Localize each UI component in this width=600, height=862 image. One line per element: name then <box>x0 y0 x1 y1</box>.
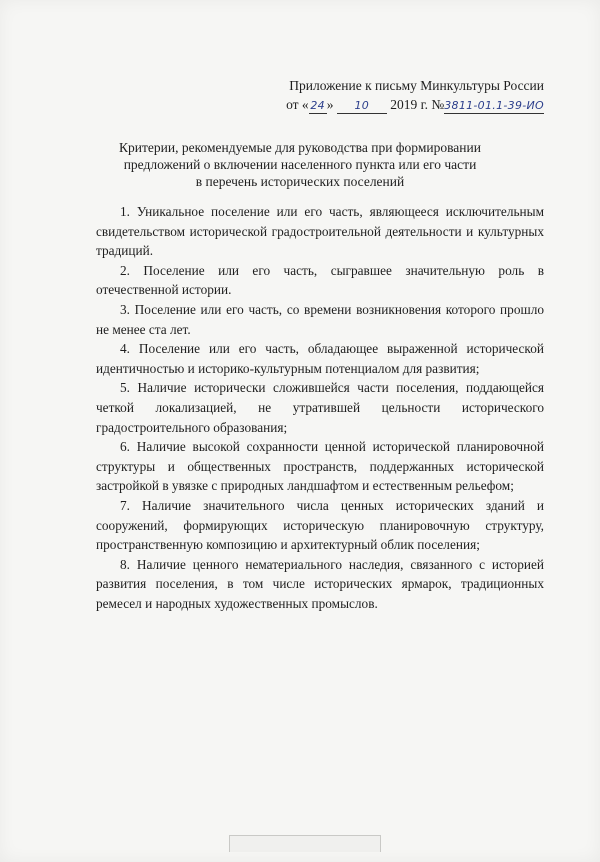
criterion-item-6: 6. Наличие высокой сохранности ценной исторической планировочной структуры и общественных пространств, поддержанных исторической застройкой в увязке с природных ландшафтом и естественным рельефом; <box>96 439 544 494</box>
letter-number-field <box>444 98 544 114</box>
criterion-item-1: 1. Уникальное поселение или его часть, являющееся исключительным свидетельством исторической градостроительной деятельности и культурных традиций. <box>96 204 544 259</box>
date-mid: » <box>326 97 334 112</box>
criterion-item-5: 5. Наличие исторически сложившейся части поселения, поддающейся четкой локализацией, не утратившей цельности исторического градостроительного образования; <box>96 380 544 435</box>
date-day-handwritten: 24 <box>310 99 325 112</box>
attachment-header <box>286 76 544 114</box>
criterion-item-7: 7. Наличие значительного числа ценных исторических зданий и сооружений, формирующих историческую планировочную структуру, пространственную композицию и архитектурный облик поселения; <box>96 497 544 553</box>
criteria-list <box>96 202 544 613</box>
criterion-item-4: 4. Поселение или его часть, обладающее выраженной исторической идентичностью и историко-культурным потенциалом для развития; <box>96 341 544 376</box>
criterion-item-3: 3. Поселение или его часть, со времени возникновения которого прошло не менее ста лет. <box>96 301 544 337</box>
date-year-suffix: 2019 г. № <box>390 97 445 112</box>
date-prefix: от « <box>286 97 309 112</box>
document-title <box>0 139 600 190</box>
letter-number-handwritten: 3811-01.1-39-ИО <box>444 99 544 112</box>
title-line-3: в перечень исторических поселений <box>195 174 405 189</box>
date-month-field <box>337 98 387 114</box>
title-line-1: Критерии, рекомендуемые для руководства при формировании <box>119 140 481 155</box>
footer-stamp-box <box>229 835 381 852</box>
date-month-handwritten: 10 <box>354 99 370 112</box>
date-day-field <box>309 98 327 114</box>
criterion-item-8: 8. Наличие ценного нематериального наследия, связанного с историей развития поселения, в том числе исторических ярмарок, традиционных ремесел и народных художественных промыслов. <box>96 556 544 611</box>
title-line-2: предложений о включении населенного пункта или его части <box>123 157 477 172</box>
criterion-item-2: 2. Поселение или его часть, сыгравшее значительную роль в отечественной истории. <box>96 262 544 298</box>
attachment-title: Приложение к письму Минкультуры России <box>289 78 544 93</box>
attachment-date-line <box>286 95 544 114</box>
